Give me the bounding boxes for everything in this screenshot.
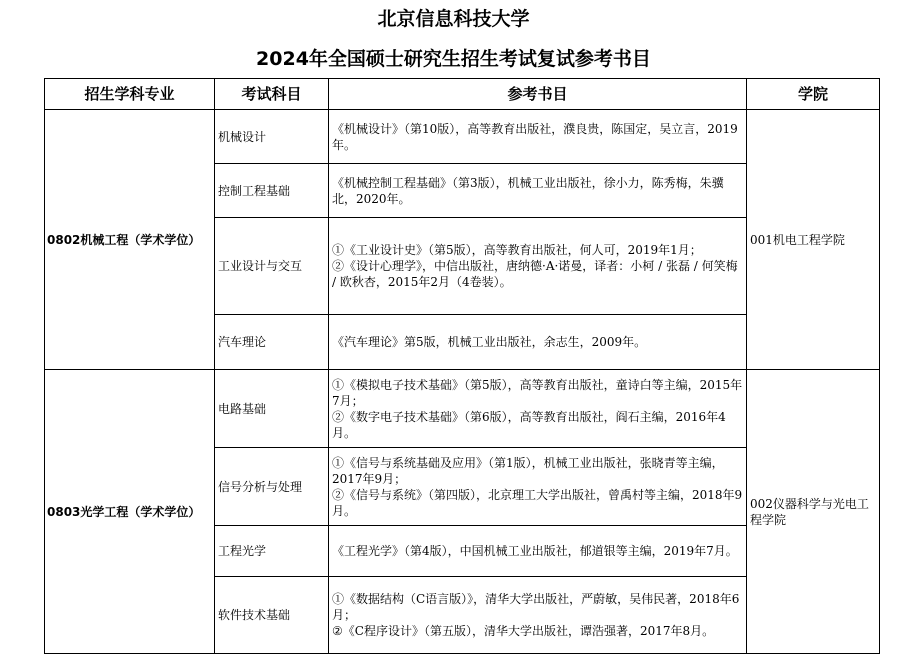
subject-cell: 工程光学	[215, 526, 329, 577]
college-cell: 001机电工程学院	[747, 110, 880, 370]
book-cell	[329, 164, 747, 218]
book-entry: 《工程光学》（第4版），中国机械工业出版社，郁道银等主编，2019年7月。	[332, 544, 738, 558]
book-entry: ①《信号与系统基础及应用》（第1版），机械工业出版社，张晓青等主编，2017年9月；	[332, 455, 724, 486]
book-entry: ①《数据结构（C语言版）》，清华大学出版社，严蔚敏，吴伟民著，2018年6月；	[332, 592, 740, 622]
header-subject: 考试科目	[215, 79, 329, 110]
book-entry: ②《C程序设计》（第五版），清华大学出版社，谭浩强著，2017年8月。	[332, 624, 715, 638]
book-entry: ①《模拟电子技术基础》（第5版），高等教育出版社，童诗白等主编，2015年7月；	[332, 377, 743, 408]
subject-cell: 控制工程基础	[215, 164, 329, 218]
book-cell	[329, 577, 747, 654]
table-header-row	[45, 79, 880, 110]
header-college: 学院	[747, 79, 880, 110]
subject-cell: 机械设计	[215, 110, 329, 164]
book-cell	[329, 110, 747, 164]
header-books: 参考书目	[329, 79, 747, 110]
book-cell	[329, 448, 747, 526]
major-cell: 0802机械工程（学术学位）	[45, 110, 215, 370]
major-cell: 0803光学工程（学术学位）	[45, 370, 215, 654]
subject-cell: 汽车理论	[215, 315, 329, 370]
reference-books-table	[44, 78, 880, 654]
college-cell: 002仪器科学与光电工程学院	[747, 370, 880, 654]
book-cell	[329, 370, 747, 448]
document-title: 北京信息科技大学	[377, 8, 530, 30]
book-cell	[329, 218, 747, 315]
table-row	[45, 110, 880, 164]
book-cell	[329, 526, 747, 577]
book-entry: 《汽车理论》第5版，机械工业出版社，余志生，2009年。	[332, 335, 647, 349]
document-subtitle: 2024年全国硕士研究生招生考试复试参考书目	[256, 48, 651, 70]
book-entry: ②《信号与系统》（第四版），北京理工大学出版社，曾禹村等主编，2018年9月。	[332, 487, 743, 518]
book-cell	[329, 315, 747, 370]
header-major: 招生学科专业	[45, 79, 215, 110]
subject-cell: 信号分析与处理	[215, 448, 329, 526]
subject-cell: 工业设计与交互	[215, 218, 329, 315]
subject-cell: 电路基础	[215, 370, 329, 448]
book-entry: ②《数字电子技术基础》（第6版），高等教育出版社，阎石主编，2016年4月。	[332, 409, 726, 440]
book-entry: ①《工业设计史》（第5版），高等教育出版社，何人可，2019年1月；	[332, 243, 702, 257]
subject-cell: 软件技术基础	[215, 577, 329, 654]
book-entry: 《机械设计》（第10版），高等教育出版社，濮良贵，陈国定，吴立言，2019年。	[332, 121, 738, 152]
book-entry: 《机械控制工程基础》（第3版），机械工业出版社，徐小力，陈秀梅，朱骥北，2020年。	[332, 175, 724, 206]
table-row	[45, 370, 880, 448]
book-entry: ②《设计心理学》，中信出版社，唐纳德·A·诺曼，译者：小柯 / 张磊 / 何笑梅 / 欧秋杏，2015年2月（4卷装）。	[332, 259, 738, 289]
